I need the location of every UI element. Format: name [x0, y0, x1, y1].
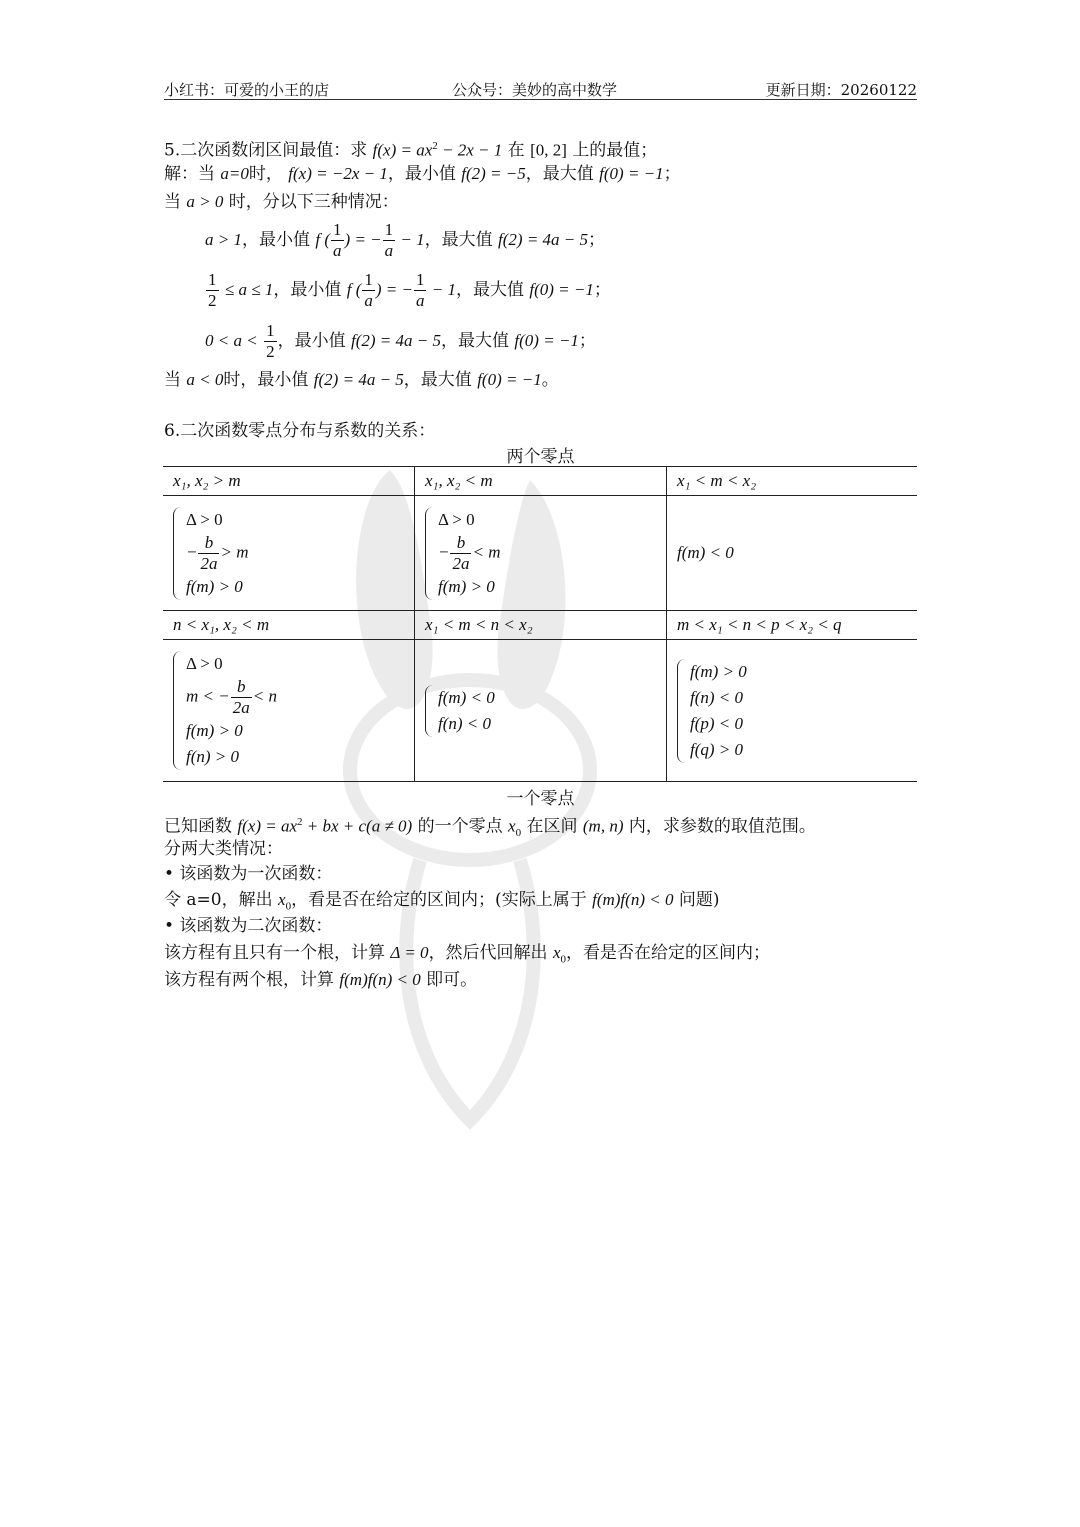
table-header-cell: x₁, x₂ < m: [415, 467, 667, 496]
system-of-conditions: Δ > 0 m < − $\frac{b}{2a}$ < n f(m) > 0 f(n) > 0: [173, 651, 404, 770]
s5-solution: 解：当 a=0时， f(x) = −2x − 1，最小值 f(2) = −5，最大值 f(0) = −1；: [164, 164, 681, 184]
one-zero-line-4: 令 a=0，解出 $x_0$，看是否在给定的区间内；(实际上属于 f(m)f(n) < 0 问题): [164, 890, 720, 913]
brace-icon: [173, 507, 183, 600]
table-header-cell: x₁ < m < x₂: [667, 467, 918, 496]
fraction-half: $\frac{1}{2}$: [266, 321, 275, 361]
one-zero-line-6: 该方程有且只有一个根，计算 Δ = 0，然后代回解出 $x_0$，看是否在给定的区间内；: [164, 943, 771, 966]
header-right: 更新日期：20260122: [765, 81, 917, 99]
two-zeros-caption: 两个零点: [506, 447, 575, 467]
fraction: $\frac{1}{a}$: [333, 220, 342, 260]
s5-title: 5.二次函数闭区间最值：求 $f(x) = ax^2 - 2x - 1$ 在 [0, 2] 上的最值；: [164, 140, 658, 161]
table-cell: [415, 640, 667, 782]
fraction: $\frac{b}{2a}$: [232, 677, 250, 717]
fraction: $\frac{1}{a}$: [415, 270, 425, 310]
header-center: 公众号：美妙的高中数学: [452, 81, 618, 99]
system-of-conditions: Δ > 0 − $\frac{b}{2a}$ < m f(m) > 0: [425, 507, 656, 600]
fraction-half: $\frac{1}{2}$: [208, 270, 217, 310]
table-cell: [415, 496, 667, 611]
zeros-table: [163, 466, 917, 782]
table-row: [163, 467, 917, 496]
table-header-cell: x₁, x₂ > m: [163, 467, 415, 496]
table-header-cell: n < x₁, x₂ < m: [163, 611, 415, 640]
table-row: [163, 640, 917, 782]
header-left: 小红书：可爱的小王的店: [164, 81, 330, 99]
one-zero-line-5: • 该函数为二次函数：: [164, 916, 333, 936]
s5-case-3: 0 < a < $\frac{1}{2}$ ，最小值 f(2) = 4a − 5，最大值 f(0) = −1；: [205, 321, 596, 361]
s6-title: 6.二次函数零点分布与系数的关系：: [164, 421, 436, 441]
s5-negative-case: 当 a < 0时，最小值 f(2) = 4a − 5，最大值 f(0) = −1。: [164, 370, 559, 390]
table-header-cell: x₁ < m < n < x₂: [415, 611, 667, 640]
table-cell: f(m) < 0: [667, 496, 918, 611]
table-row: [163, 611, 917, 640]
fraction: $\frac{b}{2a}$: [200, 532, 218, 573]
one-zero-line-2: 分两大类情况：: [164, 839, 283, 859]
fraction: $\frac{1}{a}$: [384, 220, 394, 260]
fraction: $\frac{b}{2a}$: [452, 532, 470, 573]
brace-icon: [425, 507, 435, 600]
one-zero-line-7: 该方程有两个根，计算 f(m)f(n) < 0 即可。: [164, 970, 478, 990]
system-of-conditions: Δ > 0 − $\frac{b}{2a}$ > m f(m) > 0: [173, 507, 404, 600]
one-zero-caption: 一个零点: [506, 789, 575, 809]
s5-case-1: a > 1，最小值 f ( $\frac{1}{a}$ ) = − $\frac{1}{a}$ − 1，最大值 f(2) = 4a − 5；: [205, 220, 606, 260]
table-cell: [163, 496, 415, 611]
s5-case-2: $\frac{1}{2}$ ≤ a ≤ 1，最小值 f ( $\frac{1}{a}$ ) = − $\frac{1}{a}$ − 1，最大值 f(0) = −1；: [208, 270, 611, 310]
table-cell: [163, 640, 415, 782]
brace-icon: [677, 659, 687, 763]
system-of-conditions: f(m) < 0 f(n) < 0: [425, 685, 656, 737]
brace-icon: [173, 651, 183, 770]
page-header: [164, 79, 917, 100]
one-zero-line-1: 已知函数 $f(x) = ax^2$ + bx + c(a ≠ 0) 的一个零点 $x_0$ 在区间 (m, n) 内，求参数的取值范围。: [164, 816, 816, 840]
one-zero-line-3: • 该函数为一次函数：: [164, 864, 333, 884]
system-of-conditions: f(m) > 0 f(n) < 0 f(p) < 0 f(q) > 0: [677, 659, 907, 763]
table-cell: [667, 640, 918, 782]
fraction: $\frac{1}{a}$: [364, 270, 373, 310]
brace-icon: [425, 685, 435, 737]
table-row: [163, 496, 917, 611]
s5-case-intro: 当 a > 0 时，分以下三种情况：: [164, 192, 399, 212]
table-header-cell: m < x₁ < n < p < x₂ < q: [667, 611, 918, 640]
